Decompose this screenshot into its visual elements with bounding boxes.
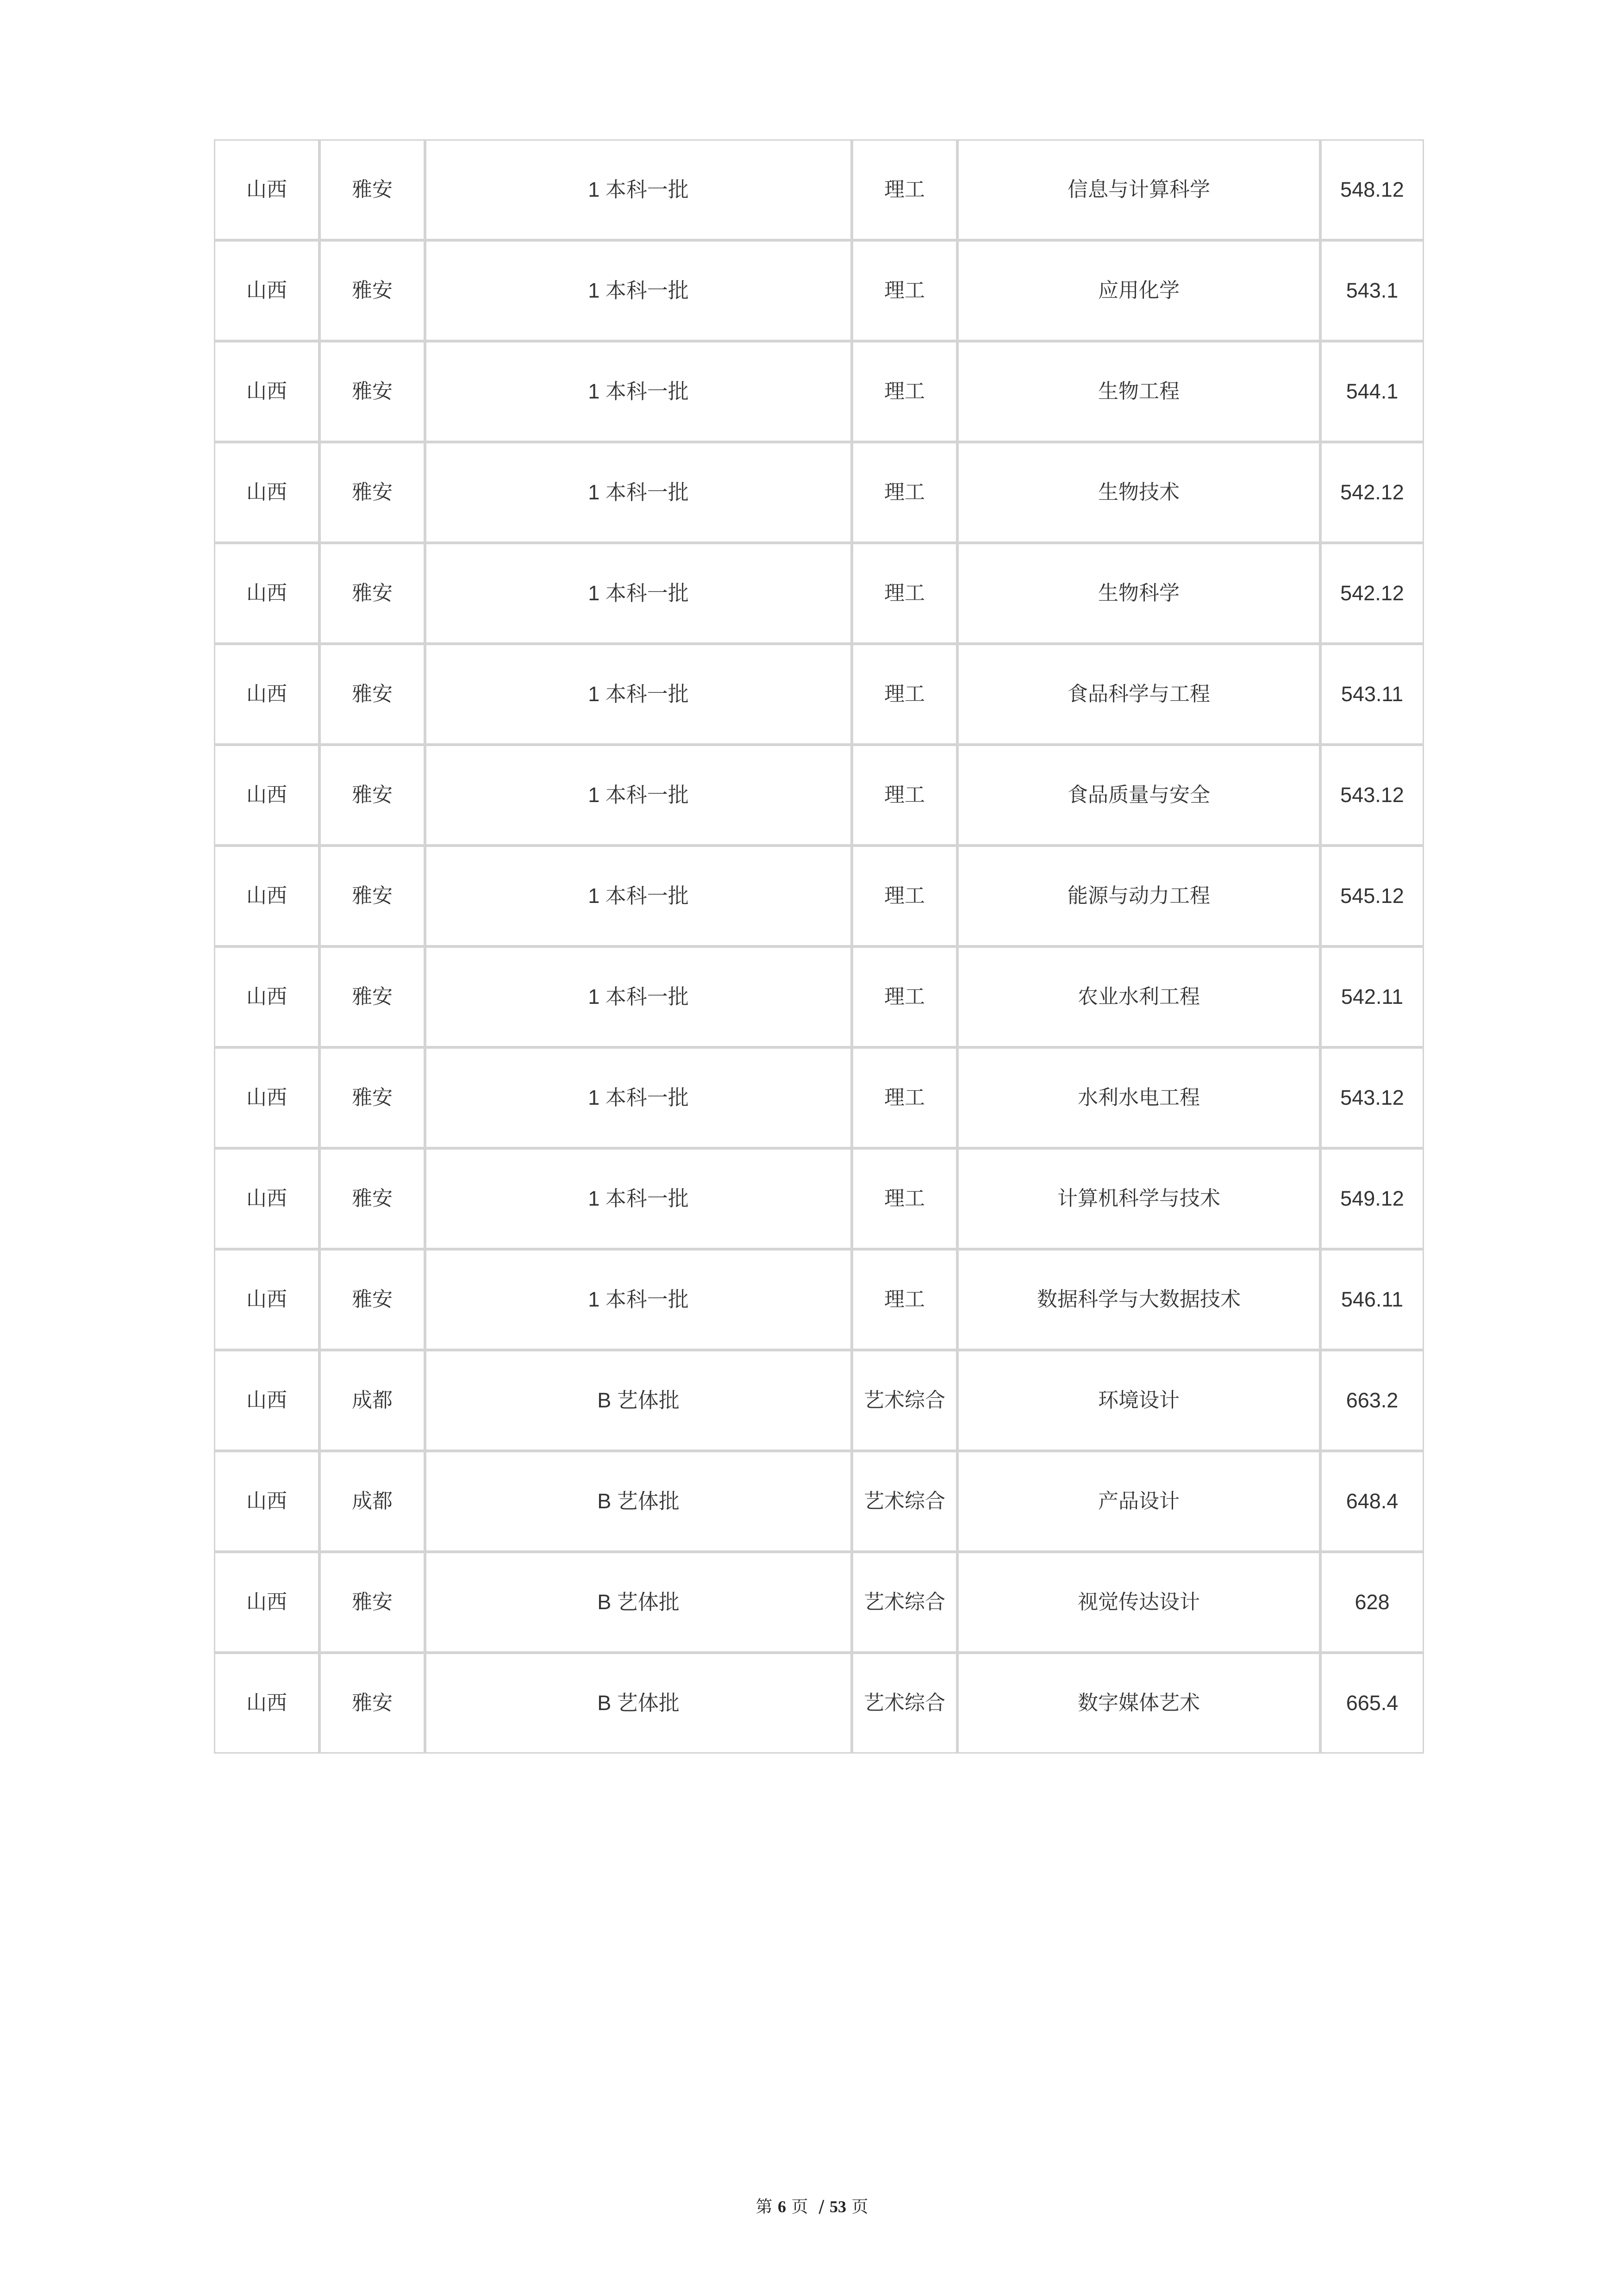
batch-cell: 1 本科一批: [425, 644, 852, 745]
province-cell: 山西: [214, 139, 319, 240]
major-cell: 生物工程: [957, 341, 1320, 442]
score-cell: 549.12: [1320, 1148, 1424, 1249]
province-cell: 山西: [214, 745, 319, 846]
category-cell: 理工: [852, 543, 957, 644]
table-row: [214, 1350, 1424, 1451]
batch-cell: 1 本科一批: [425, 139, 852, 240]
table-row: [214, 1451, 1424, 1552]
score-cell: 543.12: [1320, 1047, 1424, 1148]
batch-cell: 1 本科一批: [425, 946, 852, 1047]
table-row: [214, 139, 1424, 240]
table-row: [214, 1148, 1424, 1249]
score-cell: 543.1: [1320, 240, 1424, 341]
campus-cell: 雅安: [319, 846, 425, 946]
category-cell: 艺术综合: [852, 1350, 957, 1451]
province-cell: 山西: [214, 1047, 319, 1148]
major-cell: 信息与计算科学: [957, 139, 1320, 240]
major-cell: 数字媒体艺术: [957, 1653, 1320, 1754]
category-cell: 理工: [852, 240, 957, 341]
category-cell: 理工: [852, 644, 957, 745]
score-cell: 665.4: [1320, 1653, 1424, 1754]
major-cell: 生物科学: [957, 543, 1320, 644]
table-row: [214, 442, 1424, 543]
major-cell: 数据科学与大数据技术: [957, 1249, 1320, 1350]
campus-cell: 成都: [319, 1350, 425, 1451]
score-cell: 543.12: [1320, 745, 1424, 846]
batch-cell: B 艺体批: [425, 1350, 852, 1451]
major-cell: 食品质量与安全: [957, 745, 1320, 846]
major-cell: 产品设计: [957, 1451, 1320, 1552]
footer-current-page: 6: [778, 2197, 787, 2216]
major-cell: 水利水电工程: [957, 1047, 1320, 1148]
category-cell: 理工: [852, 846, 957, 946]
campus-cell: 雅安: [319, 1249, 425, 1350]
score-cell: 542.12: [1320, 442, 1424, 543]
campus-cell: 雅安: [319, 240, 425, 341]
category-cell: 艺术综合: [852, 1451, 957, 1552]
category-cell: 理工: [852, 139, 957, 240]
table-row: [214, 240, 1424, 341]
table-body: [214, 139, 1424, 1754]
footer-total-pages: 53: [829, 2197, 846, 2216]
table-row: [214, 1047, 1424, 1148]
province-cell: 山西: [214, 846, 319, 946]
batch-cell: 1 本科一批: [425, 846, 852, 946]
province-cell: 山西: [214, 240, 319, 341]
batch-cell: 1 本科一批: [425, 442, 852, 543]
table-row: [214, 745, 1424, 846]
footer-suffix: 页: [851, 2197, 868, 2216]
table-row: [214, 644, 1424, 745]
province-cell: 山西: [214, 543, 319, 644]
batch-cell: 1 本科一批: [425, 745, 852, 846]
campus-cell: 雅安: [319, 1653, 425, 1754]
admission-score-table: [214, 139, 1424, 1754]
province-cell: 山西: [214, 1653, 319, 1754]
province-cell: 山西: [214, 1552, 319, 1653]
campus-cell: 雅安: [319, 341, 425, 442]
batch-cell: 1 本科一批: [425, 341, 852, 442]
category-cell: 理工: [852, 442, 957, 543]
campus-cell: 雅安: [319, 745, 425, 846]
batch-cell: 1 本科一批: [425, 240, 852, 341]
major-cell: 环境设计: [957, 1350, 1320, 1451]
province-cell: 山西: [214, 341, 319, 442]
province-cell: 山西: [214, 1451, 319, 1552]
campus-cell: 雅安: [319, 1148, 425, 1249]
campus-cell: 雅安: [319, 139, 425, 240]
campus-cell: 雅安: [319, 1552, 425, 1653]
batch-cell: 1 本科一批: [425, 1047, 852, 1148]
score-cell: 543.11: [1320, 644, 1424, 745]
province-cell: 山西: [214, 644, 319, 745]
province-cell: 山西: [214, 1350, 319, 1451]
province-cell: 山西: [214, 1148, 319, 1249]
category-cell: 理工: [852, 1249, 957, 1350]
campus-cell: 雅安: [319, 644, 425, 745]
major-cell: 食品科学与工程: [957, 644, 1320, 745]
category-cell: 艺术综合: [852, 1653, 957, 1754]
category-cell: 理工: [852, 946, 957, 1047]
table-row: [214, 1249, 1424, 1350]
province-cell: 山西: [214, 442, 319, 543]
table-row: [214, 946, 1424, 1047]
category-cell: 艺术综合: [852, 1552, 957, 1653]
province-cell: 山西: [214, 1249, 319, 1350]
category-cell: 理工: [852, 1148, 957, 1249]
batch-cell: 1 本科一批: [425, 543, 852, 644]
batch-cell: B 艺体批: [425, 1451, 852, 1552]
score-cell: 628: [1320, 1552, 1424, 1653]
table-row: [214, 1552, 1424, 1653]
category-cell: 理工: [852, 745, 957, 846]
score-cell: 542.11: [1320, 946, 1424, 1047]
major-cell: 计算机科学与技术: [957, 1148, 1320, 1249]
score-cell: 542.12: [1320, 543, 1424, 644]
score-cell: 546.11: [1320, 1249, 1424, 1350]
score-cell: 663.2: [1320, 1350, 1424, 1451]
major-cell: 生物技术: [957, 442, 1320, 543]
score-cell: 548.12: [1320, 139, 1424, 240]
footer-prefix: 第: [756, 2197, 773, 2216]
category-cell: 理工: [852, 341, 957, 442]
table-row: [214, 846, 1424, 946]
footer-separator: /: [818, 2197, 824, 2216]
major-cell: 应用化学: [957, 240, 1320, 341]
category-cell: 理工: [852, 1047, 957, 1148]
batch-cell: 1 本科一批: [425, 1249, 852, 1350]
campus-cell: 雅安: [319, 543, 425, 644]
batch-cell: 1 本科一批: [425, 1148, 852, 1249]
score-cell: 545.12: [1320, 846, 1424, 946]
score-cell: 648.4: [1320, 1451, 1424, 1552]
batch-cell: B 艺体批: [425, 1552, 852, 1653]
table-row: [214, 341, 1424, 442]
campus-cell: 雅安: [319, 1047, 425, 1148]
batch-cell: B 艺体批: [425, 1653, 852, 1754]
campus-cell: 成都: [319, 1451, 425, 1552]
score-cell: 544.1: [1320, 341, 1424, 442]
table-row: [214, 543, 1424, 644]
campus-cell: 雅安: [319, 442, 425, 543]
campus-cell: 雅安: [319, 946, 425, 1047]
major-cell: 农业水利工程: [957, 946, 1320, 1047]
table-row: [214, 1653, 1424, 1754]
page-footer: [0, 2194, 1624, 2217]
province-cell: 山西: [214, 946, 319, 1047]
footer-page-word: 页: [791, 2197, 808, 2216]
major-cell: 能源与动力工程: [957, 846, 1320, 946]
major-cell: 视觉传达设计: [957, 1552, 1320, 1653]
